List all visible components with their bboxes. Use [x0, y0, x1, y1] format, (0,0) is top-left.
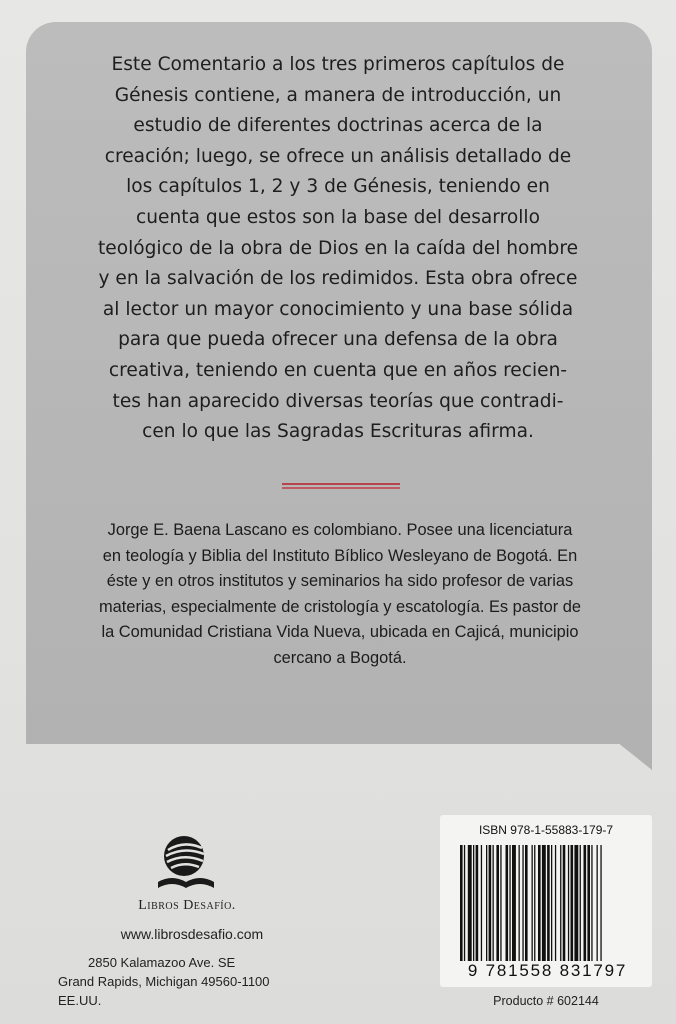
description-line: cuenta que estos son la base del desarrollo — [136, 206, 540, 228]
description-line: Génesis contiene, a manera de introducción, un — [114, 84, 562, 106]
publisher-website: www.librosdesafio.com — [120, 926, 264, 942]
publisher-address — [58, 953, 318, 1010]
description-line: tes han aparecido diversas teorías que contradi- — [112, 390, 564, 412]
bio-line: materias, especialmente de cristología y escatología. Es pastor de — [99, 597, 581, 616]
globe-book-logo-icon — [150, 832, 222, 894]
book-description — [52, 50, 624, 448]
bio-line: éste y en otros institutos y seminarios ha sido profesor de varias — [106, 572, 574, 591]
address-line: 2850 Kalamazoo Ave. SE — [88, 955, 236, 970]
isbn-number: ISBN 978-1-55883-179-7 — [478, 823, 614, 837]
description-line: para que pueda ofrecer una defensa de la obra — [118, 329, 558, 351]
description-line: los capítulos 1, 2 y 3 de Génesis, teniendo en — [126, 176, 550, 198]
description-line: creación; luego, se ofrece un análisis detallado de — [104, 145, 572, 167]
publisher-name: Libros Desafío. — [138, 898, 236, 913]
bio-line: la Comunidad Cristiana Vida Nueva, ubicada en Cajicá, municipio — [101, 623, 579, 642]
address-line: Grand Rapids, Michigan 49560-1100 — [58, 974, 270, 989]
description-line: estudio de diferentes doctrinas acerca de la — [133, 115, 543, 137]
product-code: Producto # 602144 — [493, 994, 599, 1008]
description-line: cen lo que las Sagradas Escrituras afirma. — [142, 421, 534, 443]
description-line: creativa, teniendo en cuenta que en años recien- — [108, 359, 568, 381]
description-line: teológico de la obra de Dios en la caída del hombre — [97, 237, 579, 259]
address-line: EE.UU. — [58, 993, 102, 1008]
bio-line: Jorge E. Baena Lascano es colombiano. Posee una licenciatura — [107, 521, 573, 539]
bio-line: cercano a Bogotá. — [273, 648, 407, 667]
barcode-icon — [460, 845, 640, 961]
author-bio — [40, 518, 640, 672]
description-line: y en la salvación de los redimidos. Esta obra ofrece — [98, 268, 578, 290]
section-divider — [282, 483, 400, 490]
bio-line: en teología y Biblia del Instituto Bíblico Wesleyano de Bogotá. En — [102, 546, 578, 565]
barcode-label — [440, 815, 652, 987]
barcode-digits: 9 781558 831797 — [467, 961, 628, 980]
description-line: Este Comentario a los tres primeros capítulos de — [111, 54, 565, 75]
description-line: al lector un mayor conocimiento y una base sólida — [102, 298, 574, 320]
panel-speech-tail — [612, 738, 652, 770]
